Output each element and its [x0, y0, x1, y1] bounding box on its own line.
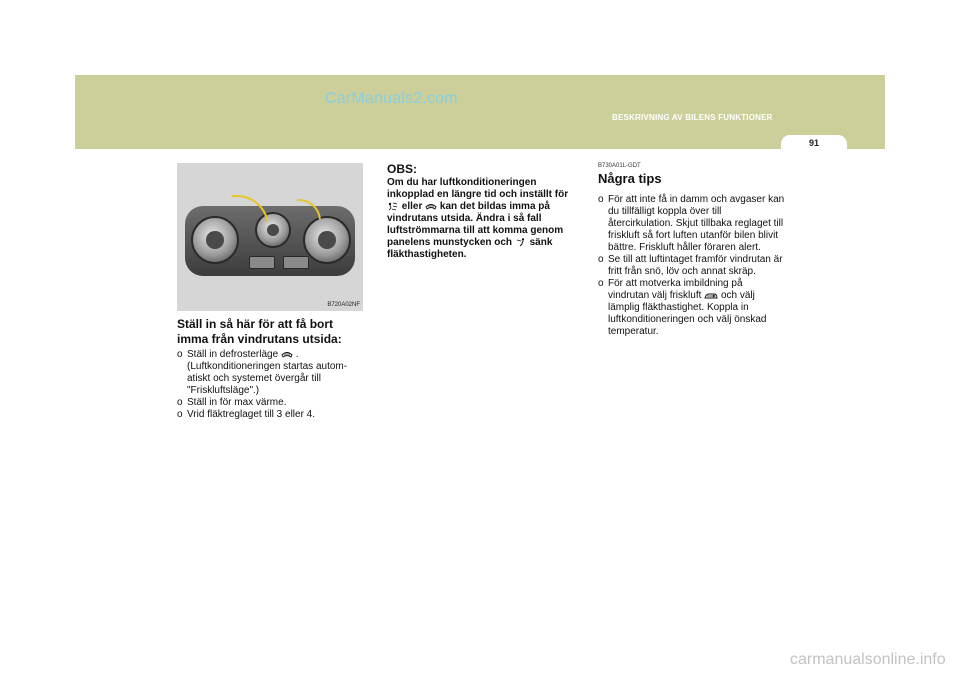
floor-defrost-icon [387, 202, 399, 211]
figure-label: B720A02NF [327, 302, 360, 308]
brand-link[interactable]: CarManuals2.com [325, 90, 458, 107]
list-item: o Vrid fläktreglaget till 3 eller 4. [177, 409, 316, 420]
windshield-defrost-icon [281, 350, 293, 359]
footer-watermark: carmanualsonline.info [790, 651, 946, 668]
climate-panel-figure [177, 163, 363, 311]
tips-heading: Några tips [598, 171, 662, 186]
fresh-air-icon [704, 291, 718, 300]
list-item: o För att motverka imbildning på vindrutan välj friskluft och välj lämplig fläkthastighet. Koppla in luftkonditioneringen och välj önskad temperatur. [598, 278, 767, 337]
defog-heading: Ställ in så här för att få bort imma från vindrutans utsida: [177, 317, 342, 346]
list-item: o För att inte få in damm och avgaser kan du tillfälligt koppla över till återcirkulation. Skjut tillbaka reglaget till friskluft så fort luften utanför bilen blivit bättre. Friskluft håller föraren alert. [598, 194, 785, 253]
header-band [75, 75, 885, 149]
list-item: o Se till att luftintaget framför vindrutan är fritt från snö, löv och annat skräp. [598, 254, 783, 277]
windshield-defrost-icon [425, 202, 437, 211]
defog-steps [177, 349, 364, 421]
ac-button [249, 256, 275, 269]
section-title: BESKRIVNING AV BILENS FUNKTIONER [612, 113, 773, 122]
list-item: o Ställ in defrosterläge . (Luftkonditioneringen startas autom-atiskt och systemet övergår till "Friskluftsläge".) [177, 349, 348, 396]
tips-list [598, 194, 786, 338]
list-item: o Ställ in för max värme. [177, 397, 287, 408]
page-number: 91 [808, 138, 819, 148]
obs-note: OBS: Om du har luftkonditioneringen inkopplad en längre tid och inställt för eller kan det bildas imma på vindrutans utsida. Ändra i så fall luftströmmarna till att komma genom panelens munstycken och sänk fläkthastigheten. [387, 163, 575, 261]
face-vent-icon [515, 238, 527, 247]
recirculation-button [283, 256, 309, 269]
obs-title: OBS: [387, 162, 417, 176]
section-code: B730A01L-GDT [598, 163, 641, 169]
